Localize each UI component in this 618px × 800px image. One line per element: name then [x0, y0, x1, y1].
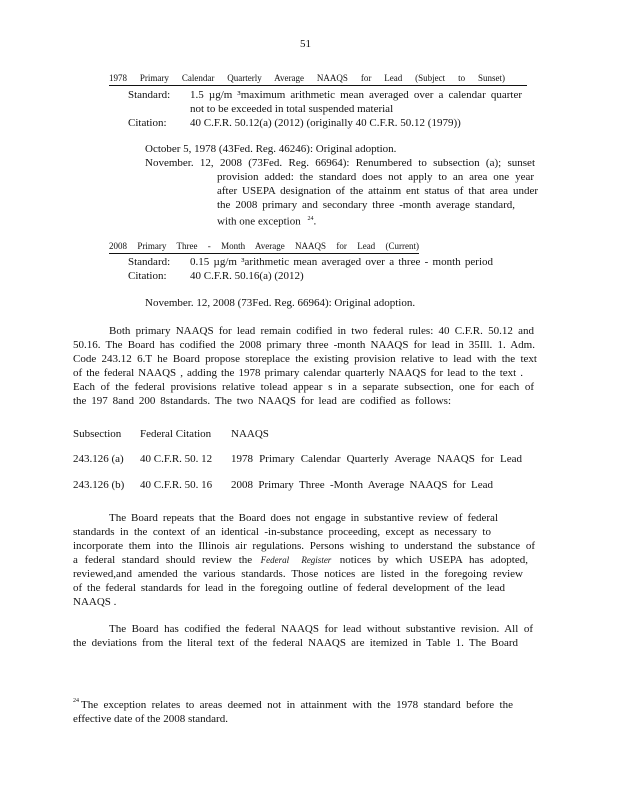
citation-label: Citation:: [128, 270, 167, 282]
paragraph-line: The Board has codified the federal NAAQS for lead without substantive revision. All of: [109, 623, 533, 635]
table-header-naaqs: NAAQS: [231, 428, 269, 440]
table-cell-citation: 40 C.F.R. 50. 12: [140, 453, 213, 465]
paragraph-line: of the federal NAAQS , adding the 1978 primary calendar quarterly NAAQS for lead to the text .: [73, 367, 523, 379]
heading-rule: [109, 85, 527, 86]
citation-label: Citation:: [128, 117, 167, 129]
standard-text-line: 0.15 µg/m ³arithmetic mean averaged over a three - month period: [190, 256, 493, 268]
paragraph-line: standards in the context of an identical -in-substance proceeding, except as necessary to: [73, 526, 491, 538]
heading-rule: [109, 253, 419, 254]
table-cell-naaqs: 2008 Primary Three -Month Average NAAQS for Lead: [231, 479, 493, 491]
paragraph-line: the deviations from the literal text of the federal NAAQS are itemized in Table 1. The Board: [73, 637, 518, 649]
paragraph-line: reviewed,and amended the various standards. Those notices are listed in the foregoing review: [73, 568, 523, 580]
history-entry-cont: after USEPA designation of the attainm ent status of that area under: [217, 185, 538, 197]
footnote: 24 The exception relates to areas deemed not in attainment with the 1978 standard before the: [73, 698, 513, 711]
paragraph-line: incorporate them into the Illinois air regulations. Persons wishing to understand the substance of: [73, 540, 535, 552]
standard-label: Standard:: [128, 256, 171, 268]
section-heading-2008: 2008 Primary Three - Month Average NAAQS for Lead (Current): [109, 241, 419, 251]
table-cell-subsection: 243.126 (b): [73, 479, 125, 491]
footnote-cont: effective date of the 2008 standard.: [73, 713, 228, 725]
history-entry: November. 12, 2008 (73Fed. Reg. 66964): Original adoption.: [145, 297, 416, 309]
table-header-citation: Federal Citation: [140, 428, 212, 440]
history-entry-cont: provision added: the standard does not apply to an area one year: [217, 171, 534, 183]
footnote-reference: 24: [307, 216, 314, 222]
table-cell-naaqs: 1978 Primary Calendar Quarterly Average NAAQS for Lead: [231, 453, 522, 465]
table-cell-subsection: 243.126 (a): [73, 453, 124, 465]
history-entry-cont: the 2008 primary and secondary three -month average standard,: [217, 199, 515, 211]
paragraph-line: NAAQS .: [73, 596, 117, 608]
history-entry: November. 12, 2008 (73Fed. Reg. 66964): Renumbered to subsection (a); sunset: [145, 157, 535, 169]
citation-text: 40 C.F.R. 50.16(a) (2012): [190, 270, 304, 282]
history-entry: October 5, 1978 (43Fed. Reg. 46246): Original adoption.: [145, 143, 397, 155]
paragraph-line: Each of the federal provisions relative tolead appear s in a separate subsection, one for each of: [73, 381, 534, 393]
table-header-subsection: Subsection: [73, 428, 122, 440]
table-cell-citation: 40 C.F.R. 50. 16: [140, 479, 213, 491]
standard-text-line: not to be exceeded in total suspended material: [190, 103, 394, 115]
standard-text-line: 1.5 µg/m ³maximum arithmetic mean averaged over a calendar quarter: [190, 89, 522, 101]
section-heading-1978: 1978 Primary Calendar Quarterly Average NAAQS for Lead (Subject to Sunset): [109, 73, 505, 83]
standard-label: Standard:: [128, 89, 171, 101]
footnote-number: 24: [73, 698, 79, 704]
paragraph-line: Code 243.12 6.T he Board propose storeplace the existing provision relative to lead with the text: [73, 353, 537, 365]
history-entry-cont: with one exception $^{24}$.: [217, 215, 317, 228]
paragraph-line: The Board repeats that the Board does not engage in substantive review of federal: [109, 512, 498, 524]
paragraph-line: a federal standard should review the Federal Register notices by which USEPA has adopted,: [73, 554, 528, 566]
paragraph-line: of the federal standards for lead in the foregoing outline of federal development of the lead: [73, 582, 505, 594]
citation-text: 40 C.F.R. 50.12(a) (2012) (originally 40 C.F.R. 50.12 (1979)): [190, 117, 461, 129]
paragraph-line: Both primary NAAQS for lead remain codified in two federal rules: 40 C.F.R. 50.12 and: [109, 325, 534, 337]
paragraph-line: 50.16. The Board has codified the 2008 primary three -month NAAQS for lead in 35Ill. 1. Adm.: [73, 339, 535, 351]
paragraph-line: the 197 8and 200 8standards. The two NAAQS for lead are codified as follows:: [73, 395, 451, 407]
page-number: 51: [300, 38, 311, 50]
